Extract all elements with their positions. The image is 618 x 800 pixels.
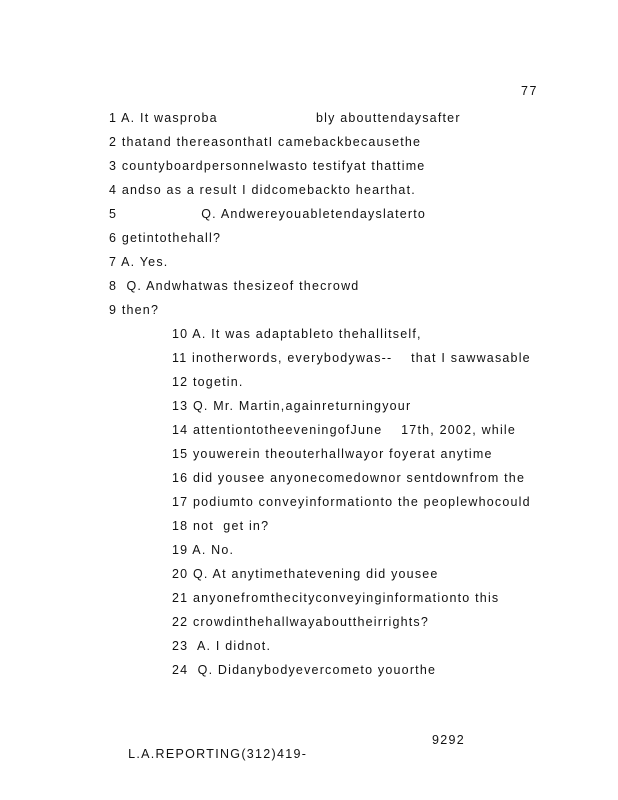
transcript-line: 5 Q. Andwereyouabletendayslaterto <box>109 207 427 221</box>
transcript-line: 9 then? <box>109 303 160 317</box>
transcript-line: 13 Q. Mr. Martin,againreturningyour <box>172 399 412 413</box>
footer <box>109 733 466 789</box>
footer-number: 9292 <box>432 733 466 747</box>
transcript-line: 21 anyonefromthecityconveyinginformationto this <box>172 591 500 605</box>
transcript-line: 22 crowdinthehallwayabouttheirrights? <box>172 615 430 629</box>
transcript-line: 23 A. I didnot. <box>172 639 272 653</box>
transcript-line: 3 countyboardpersonnelwasto testifyat thattime <box>109 159 426 173</box>
transcript-line: 24 Q. Didanybodyevercometo youorthe <box>172 663 437 677</box>
transcript-line: 14 attentiontotheeveningofJune 17th, 2002, while <box>172 423 517 437</box>
transcript-line: 12 togetin. <box>172 375 244 389</box>
transcript-line: 11 inotherwords, everybodywas-- that I sawwasable <box>172 351 531 365</box>
transcript-line: 18 not get in? <box>172 519 270 533</box>
transcript-line: 16 did yousee anyonecomedownor sentdownfrom the <box>172 471 526 485</box>
page-number: 77 <box>521 84 538 98</box>
transcript-line: 6 getintothehall? <box>109 231 222 245</box>
transcript-line: 19 A. No. <box>172 543 235 557</box>
transcript-line: 17 podiumto conveyinformationto the peoplewhocould <box>172 495 531 509</box>
transcript-line: 10 A. It was adaptableto thehallitself, <box>172 327 422 341</box>
transcript-line: 1 A. It wasproba bly abouttendaysafter <box>109 111 461 125</box>
transcript-line: 15 youwerein theouterhallwayor foyerat anytime <box>172 447 493 461</box>
transcript-line: 7 A. Yes. <box>109 255 169 269</box>
footer-reporter: L.A.REPORTING(312)419- <box>128 747 308 761</box>
transcript-line: 2 thatand thereasonthatI camebackbecausethe <box>109 135 422 149</box>
transcript-line: 8 Q. Andwhatwas thesizeof thecrowd <box>109 279 360 293</box>
transcript-line: 4 andso as a result I didcomebackto hearthat. <box>109 183 416 197</box>
transcript-line: 20 Q. At anytimethatevening did yousee <box>172 567 439 581</box>
